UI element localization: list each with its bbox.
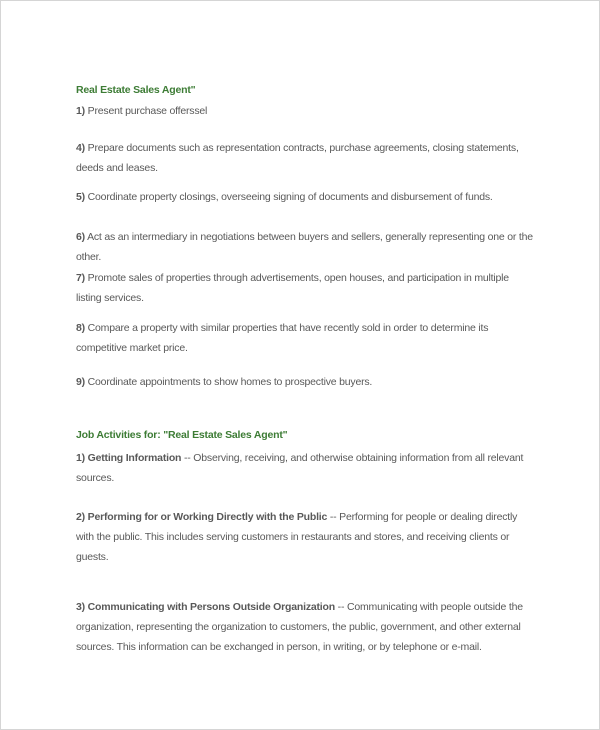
activity-label-1: 1) Getting Information <box>76 452 182 464</box>
duty-number-4: 4) <box>76 142 85 154</box>
activity-item-2 <box>76 507 536 567</box>
activity-desc-1: -- Observing, receiving, and otherwise obtaining information from all relevant sources. <box>76 452 524 484</box>
duty-text-4: Prepare documents such as representation contracts, purchase agreements, closing statements, deeds and leases. <box>76 142 519 174</box>
duty-text-7: Promote sales of properties through advertisements, open houses, and participation in multiple listing services. <box>76 272 509 304</box>
duty-text-1: Present purchase offerssel <box>84 105 208 117</box>
activity-item-1 <box>76 448 536 488</box>
duty-text-8: Compare a property with similar properties that have recently sold in order to determine its competitive market price. <box>76 322 489 354</box>
duty-text-5: Coordinate property closings, overseeing signing of documents and disbursement of funds. <box>84 191 493 203</box>
activity-label-3: 3) Communicating with Persons Outside Organization <box>76 601 335 613</box>
duty-number-5: 5) <box>76 191 85 203</box>
duty-item-6 <box>76 227 536 267</box>
duty-item-9 <box>76 372 536 392</box>
duty-number-6: 6) <box>76 231 85 243</box>
duty-item-1 <box>76 101 536 121</box>
duty-item-8 <box>76 318 536 358</box>
duty-text-9: Coordinate appointments to show homes to prospective buyers. <box>84 376 373 388</box>
activity-desc-2: -- Performing for people or dealing directly with the public. This includes serving customers in restaurants and stores, and receiving clients or guests. <box>76 511 518 563</box>
activity-label-2: 2) Performing for or Working Directly with the Public <box>76 511 328 523</box>
duty-number-8: 8) <box>76 322 85 334</box>
duty-number-9: 9) <box>76 376 85 388</box>
document-title: Real Estate Sales Agent" <box>76 84 196 96</box>
duty-item-5 <box>76 187 536 207</box>
duty-number-1: 1) <box>76 105 85 117</box>
duty-item-7 <box>76 268 536 308</box>
duty-number-7: 7) <box>76 272 85 284</box>
duty-item-4 <box>76 138 536 178</box>
activities-heading: Job Activities for: "Real Estate Sales Agent" <box>76 429 288 441</box>
duty-text-6: Act as an intermediary in negotiations between buyers and sellers, generally representing one or the other. <box>76 231 533 263</box>
activity-desc-3: -- Communicating with people outside the organization, representing the organization to customers, the public, government, and other external sources. This information can be exchanged in person, in writing, or by telephone or e-mail. <box>76 601 523 653</box>
activity-item-3 <box>76 597 536 657</box>
